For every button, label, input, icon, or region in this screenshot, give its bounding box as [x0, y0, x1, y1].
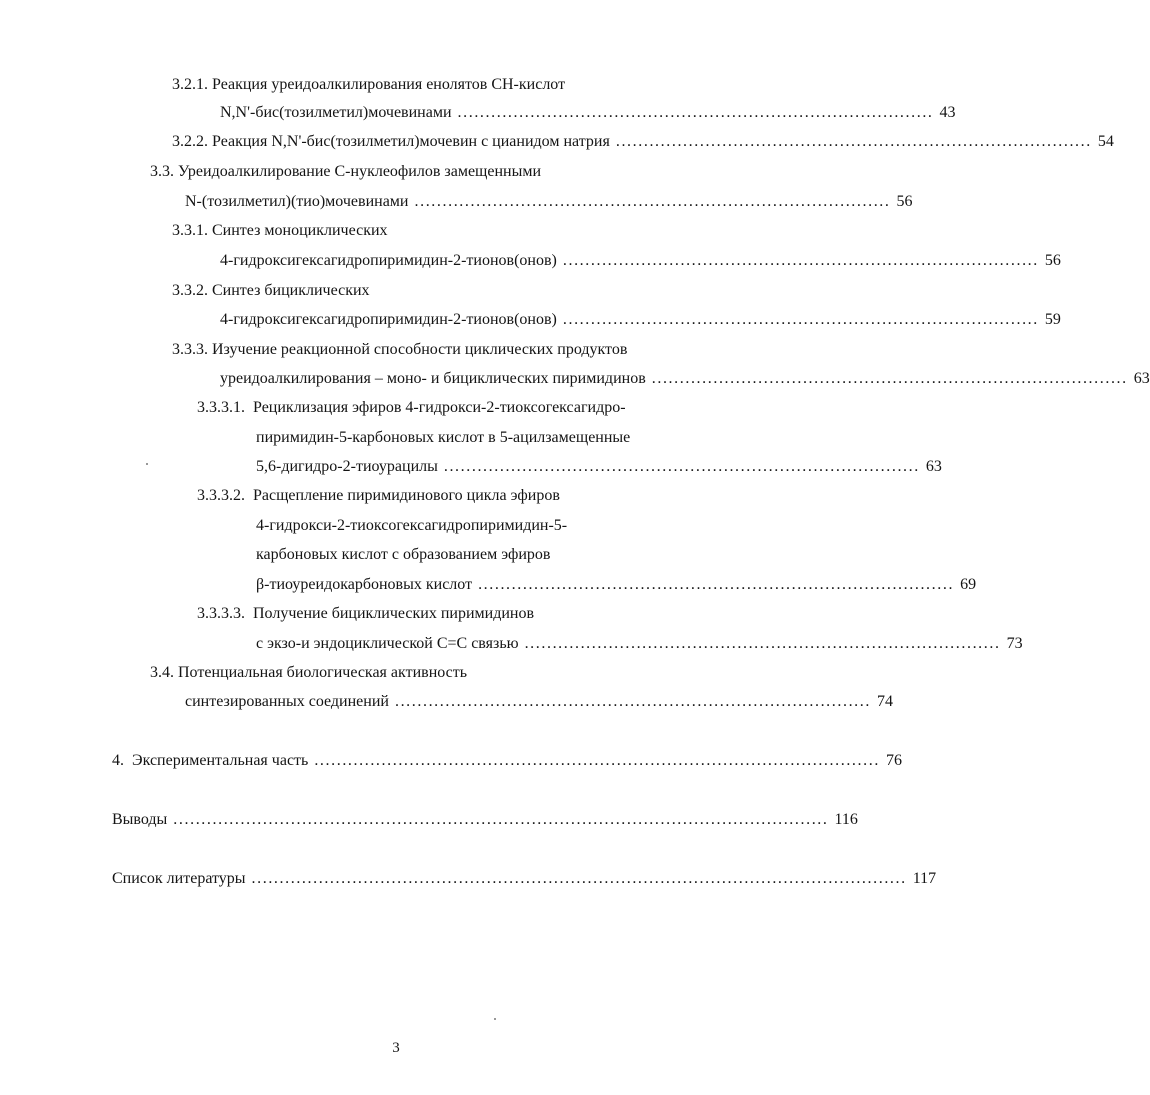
page-ref: 69	[960, 576, 977, 593]
page-ref: 54	[1097, 133, 1114, 150]
toc-entry-3-4	[185, 690, 893, 714]
section-title: Изучение реакционной способности циклических продуктов	[212, 341, 628, 358]
section-title: Получение бициклических пиримидинов	[253, 605, 535, 622]
section-number: 3.3.1.	[172, 222, 208, 239]
toc-entry-3-3-3-2-line2	[256, 514, 567, 538]
page-ref: 116	[834, 811, 858, 828]
toc-entry-3-3	[185, 190, 913, 214]
section-title: Синтез бициклических	[212, 282, 370, 299]
toc-entry-conclusions	[112, 808, 858, 832]
scan-speck	[494, 1018, 496, 1020]
toc-entry-3-3-2-heading	[172, 279, 370, 303]
section-number: 3.3.3.2.	[197, 487, 245, 504]
dot-leader: .....................................................................................	[414, 193, 891, 210]
section-title: Реакция уреидоалкилирования енолятов СН-кислот	[212, 76, 566, 93]
section-number: 3.3.3.1.	[197, 399, 245, 416]
section-title-continuation: N,N'-бис(тозилметил)мочевинами	[220, 104, 452, 121]
dot-leader: .....................................................................................................................	[251, 870, 907, 887]
toc-entry-3-4-heading	[150, 661, 467, 685]
dot-leader: .....................................................................................	[457, 104, 934, 121]
toc-entry-3-3-3	[220, 367, 1150, 391]
toc-entry-3-3-3-1-line2	[256, 426, 630, 450]
toc-entry-3-2-1	[220, 101, 956, 125]
section-title-continuation: 4-гидроксигексагидропиримидин-2-тионов(онов)	[220, 252, 557, 269]
page-ref: 63	[1133, 370, 1150, 387]
toc-entry-3-3-1-heading	[172, 219, 388, 243]
section-title-continuation: N-(тозилметил)(тио)мочевинами	[185, 193, 409, 210]
dot-leader: .....................................................................................	[562, 311, 1039, 328]
section-title-continuation: 5,6-дигидро-2-тиоурацилы	[256, 458, 438, 475]
page-ref: 56	[1044, 252, 1061, 269]
section-title-continuation: синтезированных соединений	[185, 693, 389, 710]
page-ref: 117	[912, 870, 937, 887]
toc-entry-3-3-3-2-heading	[197, 484, 560, 508]
page-ref: 63	[925, 458, 942, 475]
dot-leader: .....................................................................................	[394, 693, 871, 710]
toc-entry-3-3-1	[220, 249, 1061, 273]
section-title: Список литературы	[112, 870, 246, 887]
page-ref: 56	[896, 193, 913, 210]
toc-entry-3-3-3-3-heading	[197, 602, 534, 626]
toc-entry-3-3-3-heading	[172, 338, 627, 362]
section-title-continuation: уреидоалкилирования – моно- и бициклических пиримидинов	[220, 370, 646, 387]
section-title-line3: карбоновых кислот с образованием эфиров	[256, 546, 551, 563]
toc-entry-4	[112, 749, 902, 773]
dot-leader: .....................................................................................................................	[173, 811, 829, 828]
dot-leader: .....................................................................................................	[314, 752, 880, 769]
dot-leader: .....................................................................................	[615, 133, 1092, 150]
page-ref: 74	[876, 693, 893, 710]
section-title-continuation: β-тиоуреидокарбоновых кислот	[256, 576, 473, 593]
section-title: Потенциальная биологическая активность	[178, 664, 468, 681]
page-ref: 59	[1044, 311, 1061, 328]
section-title-line2: 4-гидрокси-2-тиоксогексагидропиримидин-5-	[256, 517, 568, 534]
toc-entry-3-3-3-1	[256, 455, 942, 479]
toc-entry-3-3-2	[220, 308, 1061, 332]
section-number: 3.3.	[150, 163, 174, 180]
dot-leader: .....................................................................................	[478, 576, 955, 593]
page-ref: 76	[885, 752, 902, 769]
toc-entry-3-3-3-1-heading	[197, 396, 626, 420]
section-title-continuation: 4-гидроксигексагидропиримидин-2-тионов(онов)	[220, 311, 557, 328]
dot-leader: .....................................................................................	[651, 370, 1128, 387]
toc-entry-3-2-2	[172, 130, 1114, 154]
scan-speck	[146, 463, 148, 465]
section-number: 3.4.	[150, 664, 174, 681]
section-title: Реакция N,N'-бис(тозилметил)мочевин с цианидом натрия	[212, 133, 610, 150]
section-title: Расщепление пиримидинового цикла эфиров	[253, 487, 560, 504]
toc-entry-3-3-3-2-line3	[256, 543, 550, 567]
page-ref: 43	[939, 104, 956, 121]
section-title: Уреидоалкилирование С-нуклеофилов замещенными	[178, 163, 542, 180]
section-title-continuation: с экзо-и эндоциклической С=С связью	[256, 635, 519, 652]
section-title: Экспериментальная часть	[132, 752, 309, 769]
dot-leader: .....................................................................................	[524, 635, 1001, 652]
section-number: 4.	[112, 752, 124, 769]
section-number: 3.3.3.	[172, 341, 208, 358]
page-ref: 73	[1006, 635, 1023, 652]
section-title-line2: пиримидин-5-карбоновых кислот в 5-ацилзамещенные	[256, 429, 631, 446]
section-number: 3.3.2.	[172, 282, 208, 299]
section-number: 3.3.3.3.	[197, 605, 245, 622]
toc-entry-3-3-3-2	[256, 573, 977, 597]
section-title: Синтез моноциклических	[212, 222, 388, 239]
dot-leader: .....................................................................................	[562, 252, 1039, 269]
section-title: Рециклизация эфиров 4-гидрокси-2-тиоксогексагидро-	[253, 399, 626, 416]
toc-entry-3-3-3-3	[256, 632, 1023, 656]
page-number: 3	[392, 1040, 400, 1056]
toc-entry-3-3-heading	[150, 160, 541, 184]
dot-leader: .....................................................................................	[443, 458, 920, 475]
section-number: 3.2.1.	[172, 76, 208, 93]
toc-entry-3-2-1-heading	[172, 73, 565, 97]
section-number: 3.2.2.	[172, 133, 208, 150]
toc-entry-references	[112, 867, 937, 891]
section-title: Выводы	[112, 811, 168, 828]
